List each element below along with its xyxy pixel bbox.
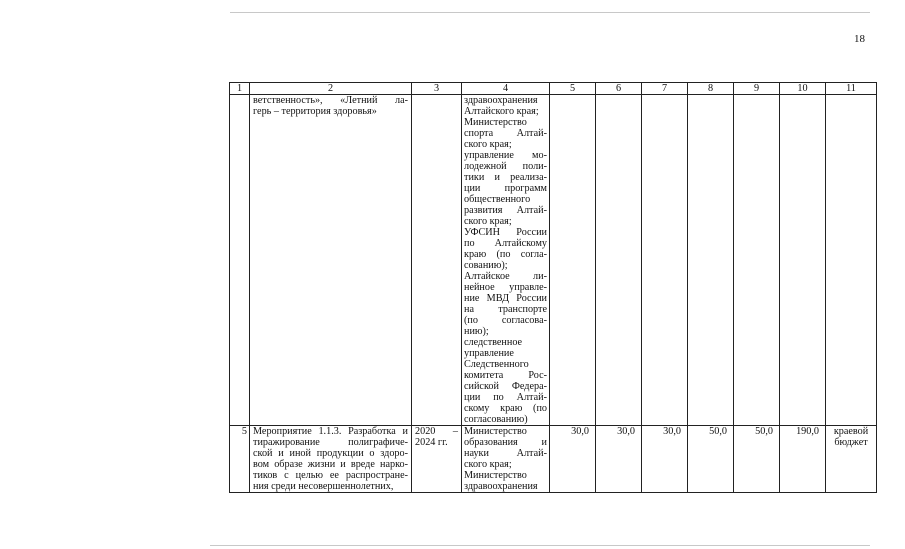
column-header: 1 (230, 83, 250, 95)
text-line: скому краю (по (464, 403, 547, 414)
text-line: здравоохранения (464, 481, 538, 492)
text-line: Министерство (464, 470, 527, 481)
value-cell: 190,0 (780, 426, 826, 493)
text-line: нию); (464, 326, 489, 337)
text-line: Алтайского края; (464, 106, 539, 117)
value-cell (596, 95, 642, 426)
text-line: следственное (464, 337, 523, 348)
column-header: 3 (412, 83, 462, 95)
column-number-row (230, 83, 877, 95)
responsible-executors-cell (462, 95, 550, 426)
text-line: (по согласова- (464, 315, 547, 326)
text-line: Алтайское ли- (464, 271, 547, 282)
scan-artifact-top (230, 12, 870, 13)
text-line: Министерство (464, 117, 527, 128)
column-header: 5 (550, 83, 596, 95)
row-number-cell: 5 (230, 426, 250, 493)
text-line: краю (по согла- (464, 249, 547, 260)
event-description-cell (250, 95, 412, 426)
text-line: краевой (833, 426, 869, 437)
column-header: 7 (642, 83, 688, 95)
text-line: Министерство (464, 426, 527, 437)
period-cell (412, 95, 462, 426)
text-line: образования и (464, 437, 547, 448)
value-cell: 30,0 (550, 426, 596, 493)
text-line: лодежной поли- (464, 161, 547, 172)
text-line: нейное управле- (464, 282, 547, 293)
text-line: вом образе жизни и вреде нарко- (253, 459, 408, 470)
column-header: 6 (596, 83, 642, 95)
text-line: сованию); (464, 260, 508, 271)
text-line: управление (464, 348, 514, 359)
text-line: 2020 – (415, 426, 458, 437)
text-line: сийской Федера- (464, 381, 547, 392)
text-line: спорта Алтай- (464, 128, 547, 139)
value-cell (642, 95, 688, 426)
text-line: по Алтайскому (464, 238, 547, 249)
column-header: 11 (826, 83, 877, 95)
funding-source-cell (826, 95, 877, 426)
text-line: ского края; (464, 216, 512, 227)
column-header: 9 (734, 83, 780, 95)
value-cell: 30,0 (642, 426, 688, 493)
text-line: УФСИН России (464, 227, 547, 238)
responsible-executors-cell (462, 426, 550, 493)
text-line: здравоохранения (464, 95, 538, 106)
funding-source-cell (826, 426, 877, 493)
period-cell (412, 426, 462, 493)
text-line: ской и иной продукции о здоро- (253, 448, 408, 459)
text-line: ния среди несовершеннолетних, (253, 481, 394, 492)
row-number-cell (230, 95, 250, 426)
text-line: ского края; (464, 459, 512, 470)
column-header: 10 (780, 83, 826, 95)
text-line: ние МВД России (464, 293, 547, 304)
value-cell (780, 95, 826, 426)
value-cell (734, 95, 780, 426)
text-line: общественного (464, 194, 531, 205)
text-line: на транспорте (464, 304, 547, 315)
text-line: тиков с целью ее распростране- (253, 470, 408, 481)
text-line: Следственного (464, 359, 529, 370)
column-header: 8 (688, 83, 734, 95)
table-row-continued (230, 95, 877, 426)
value-cell: 50,0 (734, 426, 780, 493)
value-cell (688, 95, 734, 426)
text-line: науки Алтай- (464, 448, 547, 459)
text-line: ского края; (464, 139, 512, 150)
column-header: 2 (250, 83, 412, 95)
text-line: развития Алтай- (464, 205, 547, 216)
text-line: согласованию) (464, 414, 528, 425)
text-line: Мероприятие 1.1.3. Разработка и (253, 426, 408, 437)
document-table (229, 82, 877, 493)
text-line: тики и реализа- (464, 172, 547, 183)
text-line: герь – территория здоровья» (253, 106, 377, 117)
event-description-cell (250, 426, 412, 493)
text-line: ции программ (464, 183, 547, 194)
value-cell (550, 95, 596, 426)
table-row-5 (230, 426, 877, 493)
value-cell: 50,0 (688, 426, 734, 493)
value-cell: 30,0 (596, 426, 642, 493)
text-line: 2024 гг. (415, 437, 448, 448)
text-line: комитета Рос- (464, 370, 547, 381)
text-line: ции по Алтай- (464, 392, 547, 403)
column-header: 4 (462, 83, 550, 95)
page-number: 18 (854, 33, 865, 45)
text-line: ветственность», «Летний ла- (253, 95, 408, 106)
text-line: бюджет (834, 437, 868, 448)
text-line: управление мо- (464, 150, 547, 161)
scan-artifact-bottom (210, 545, 870, 546)
text-line: тиражирование полиграфиче- (253, 437, 408, 448)
